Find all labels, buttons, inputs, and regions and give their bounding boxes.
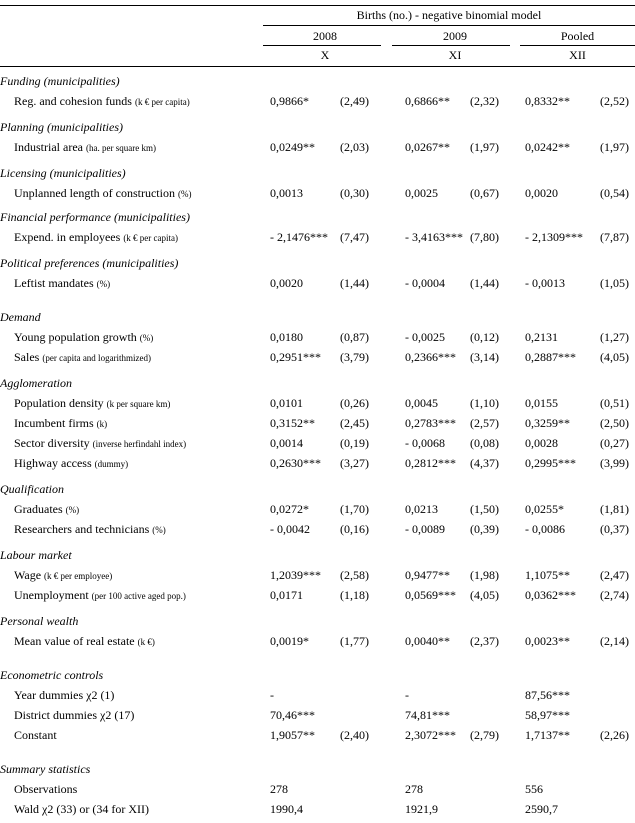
variable-unit: (ha. per square km) (85, 143, 156, 153)
section-heading: Licensing (municipalities) (0, 166, 126, 180)
variable-name: Leftist mandates (14, 276, 94, 290)
variable-name: Young population growth (14, 330, 137, 344)
statistic-cell: (2,58) (340, 568, 369, 582)
statistic-cell: (1,98) (470, 568, 499, 582)
row-label (14, 568, 112, 583)
coefficient-cell: 2,3072*** (405, 728, 456, 742)
coefficient-cell: - 2,1476*** (270, 230, 328, 244)
statistic-cell: (1,77) (340, 634, 369, 648)
variable-name: Population density (14, 396, 104, 410)
section-heading: Econometric controls (0, 668, 104, 682)
coefficient-cell: 2590,7 (525, 802, 558, 816)
variable-unit: (%) (139, 333, 154, 343)
statistic-cell: (2,26) (600, 728, 629, 742)
statistic-cell: (7,80) (470, 230, 499, 244)
coefficient-cell: 0,9866* (270, 94, 309, 108)
row-label (14, 276, 110, 291)
header-bottom-rule (0, 66, 635, 67)
table-title: Births (no.) - negative binomial model (356, 8, 542, 22)
statistic-cell: (0,08) (470, 436, 499, 450)
coefficient-cell: 0,0255* (525, 502, 564, 516)
coefficient-cell: 0,0040** (405, 634, 450, 648)
variable-name: Sales (14, 350, 40, 364)
coefficient-cell: 0,6866** (405, 94, 450, 108)
coefficient-cell: 0,0171 (270, 588, 303, 602)
statistic-cell: (0,67) (470, 186, 499, 200)
statistic-cell: (1,18) (340, 588, 369, 602)
section-heading: Personal wealth (0, 614, 79, 628)
coefficient-cell: 0,0020 (270, 276, 303, 290)
statistic-cell: (2,74) (600, 588, 629, 602)
year-pooled: Pooled (560, 29, 595, 43)
variable-unit: (%) (177, 189, 192, 199)
coefficient-cell: - 0,0013 (525, 276, 565, 290)
variable-unit: (%) (65, 505, 80, 515)
variable-unit: (k €) (137, 637, 155, 647)
row-label (14, 502, 79, 517)
coefficient-cell: 0,0213 (405, 502, 438, 516)
statistic-cell: (2,14) (600, 634, 629, 648)
coefficient-cell: 278 (270, 782, 288, 796)
statistic-cell: (2,52) (600, 94, 629, 108)
variable-unit: (k € per capita) (123, 233, 179, 243)
variable-name: Expend. in employees (14, 230, 121, 244)
statistic-cell: (0,37) (600, 522, 629, 536)
variable-name: Researchers and technicians (14, 522, 150, 536)
statistic-cell: (3,99) (600, 456, 629, 470)
coefficient-cell: - 0,0025 (405, 330, 445, 344)
coefficient-cell: - 0,0089 (405, 522, 445, 536)
year-2009-underline (392, 45, 510, 46)
top-rule (0, 5, 635, 6)
coefficient-cell: 0,2951*** (270, 350, 321, 364)
model-xi: XI (448, 48, 462, 62)
statistic-cell: (7,87) (600, 230, 629, 244)
statistic-cell: (2,32) (470, 94, 499, 108)
statistic-cell: (2,37) (470, 634, 499, 648)
coefficient-cell: 0,0362*** (525, 588, 576, 602)
row-label (14, 522, 166, 537)
statistic-cell: (0,54) (600, 186, 629, 200)
variable-unit: (%) (152, 525, 166, 535)
variable-unit: (inverse herfindahl index) (92, 439, 187, 449)
statistic-cell: (1,44) (470, 276, 499, 290)
row-label (14, 588, 186, 603)
row-label (14, 688, 114, 702)
variable-name: Unemployment (14, 588, 89, 602)
coefficient-cell: - 0,0004 (405, 276, 445, 290)
coefficient-cell: 0,0045 (405, 396, 438, 410)
coefficient-cell: 0,0101 (270, 396, 303, 410)
coefficient-cell: 0,0180 (270, 330, 303, 344)
coefficient-cell: 87,56*** (525, 688, 570, 702)
statistic-cell: (1,10) (470, 396, 499, 410)
coefficient-cell: 1921,9 (405, 802, 438, 816)
statistic-cell: (2,40) (340, 728, 369, 742)
variable-name: Constant (14, 728, 57, 742)
row-label (14, 396, 170, 411)
coefficient-cell: 0,0020 (525, 186, 558, 200)
coefficient-cell: 0,0019* (270, 634, 309, 648)
row-label (14, 330, 153, 345)
statistic-cell: (3,27) (340, 456, 369, 470)
section-heading: Summary statistics (0, 762, 91, 776)
model-xii: XII (569, 48, 586, 62)
section-heading: Planning (municipalities) (0, 120, 123, 134)
variable-name: Wage (14, 568, 42, 582)
statistic-cell: (0,26) (340, 396, 369, 410)
variable-name: Sector diversity (14, 436, 90, 450)
title-underline (263, 25, 635, 26)
statistic-cell: (4,37) (470, 456, 499, 470)
variable-unit: (k per square km) (106, 399, 171, 409)
coefficient-cell: 0,8332** (525, 94, 570, 108)
statistic-cell: (1,44) (340, 276, 369, 290)
variable-name: Graduates (14, 502, 63, 516)
row-label (14, 350, 151, 365)
section-heading: Political preferences (municipalities) (0, 256, 179, 270)
variable-name: Highway access (14, 456, 92, 470)
statistic-cell: (0,27) (600, 436, 629, 450)
row-label (14, 416, 107, 431)
coefficient-cell: 0,0025 (405, 186, 438, 200)
coefficient-cell: - 0,0042 (270, 522, 310, 536)
coefficient-cell: 0,2887*** (525, 350, 576, 364)
variable-unit: (%) (96, 279, 111, 289)
coefficient-cell: 1,1075** (525, 568, 570, 582)
row-label (14, 728, 57, 742)
coefficient-cell: 0,0013 (270, 186, 303, 200)
coefficient-cell: 0,3259** (525, 416, 570, 430)
statistic-cell: (4,05) (600, 350, 629, 364)
coefficient-cell: 58,97*** (525, 708, 570, 722)
coefficient-cell: 0,0155 (525, 396, 558, 410)
coefficient-cell: 1990,4 (270, 802, 303, 816)
statistic-cell: (1,97) (470, 140, 499, 154)
coefficient-cell: 0,0023** (525, 634, 570, 648)
coefficient-cell: 0,0249** (270, 140, 315, 154)
row-label (14, 634, 155, 649)
statistic-cell: (1,27) (600, 330, 629, 344)
row-label (14, 94, 190, 109)
coefficient-cell: 0,2783*** (405, 416, 456, 430)
coefficient-cell: 556 (525, 782, 543, 796)
row-label (14, 456, 128, 471)
statistic-cell: (0,12) (470, 330, 499, 344)
row-label (14, 186, 191, 201)
coefficient-cell: 0,3152** (270, 416, 315, 430)
variable-name: Year dummies χ2 (1) (14, 688, 115, 702)
section-heading: Demand (0, 310, 41, 324)
coefficient-cell: - 2,1309*** (525, 230, 583, 244)
coefficient-cell: 0,2630*** (270, 456, 321, 470)
coefficient-cell: - (405, 688, 409, 702)
coefficient-cell: 74,81*** (405, 708, 450, 722)
variable-unit: (per capita and logarithmized) (42, 353, 152, 363)
model-x: X (320, 48, 330, 62)
statistic-cell: (0,39) (470, 522, 499, 536)
variable-name: Mean value of real estate (14, 634, 135, 648)
coefficient-cell: 0,0028 (525, 436, 558, 450)
section-heading: Labour market (0, 548, 72, 562)
row-label (14, 782, 77, 796)
statistic-cell: (3,14) (470, 350, 499, 364)
statistic-cell: (0,30) (340, 186, 369, 200)
year-pooled-underline (520, 45, 635, 46)
variable-name: District dummies χ2 (17) (14, 708, 135, 722)
variable-unit: (per 100 active aged pop.) (91, 591, 186, 601)
statistic-cell: (0,51) (600, 396, 629, 410)
coefficient-cell: 0,0267** (405, 140, 450, 154)
row-label (14, 140, 156, 155)
statistic-cell: (1,97) (600, 140, 629, 154)
coefficient-cell: - (270, 688, 274, 702)
row-label (14, 230, 178, 245)
variable-unit: (k € per employee) (44, 571, 113, 581)
row-label (14, 436, 186, 451)
coefficient-cell: 0,2131 (525, 330, 558, 344)
coefficient-cell: - 0,0086 (525, 522, 565, 536)
variable-unit: (dummy) (94, 459, 129, 469)
statistic-cell: (2,45) (340, 416, 369, 430)
coefficient-cell: 0,9477** (405, 568, 450, 582)
variable-name: Wald χ2 (33) or (34 for XII) (14, 802, 149, 816)
statistic-cell: (0,87) (340, 330, 369, 344)
section-heading: Agglomeration (0, 376, 72, 390)
section-heading: Funding (municipalities) (0, 74, 120, 88)
coefficient-cell: 70,46*** (270, 708, 315, 722)
statistic-cell: (1,70) (340, 502, 369, 516)
coefficient-cell: 1,9057** (270, 728, 315, 742)
section-heading: Financial performance (municipalities) (0, 210, 190, 224)
statistic-cell: (1,81) (600, 502, 629, 516)
variable-name: Unplanned length of construction (14, 186, 175, 200)
variable-name: Industrial area (14, 140, 83, 154)
year-2008-underline (263, 45, 381, 46)
coefficient-cell: 0,0242** (525, 140, 570, 154)
statistic-cell: (3,79) (340, 350, 369, 364)
statistic-cell: (1,50) (470, 502, 499, 516)
coefficient-cell: 278 (405, 782, 423, 796)
statistic-cell: (1,05) (600, 276, 629, 290)
variable-name: Observations (14, 782, 78, 796)
coefficient-cell: - 3,4163*** (405, 230, 463, 244)
row-label (14, 708, 134, 722)
coefficient-cell: 1,2039*** (270, 568, 321, 582)
statistic-cell: (2,50) (600, 416, 629, 430)
variable-unit: (k € per capita) (134, 97, 190, 107)
year-2008: 2008 (313, 29, 337, 43)
coefficient-cell: 0,0272* (270, 502, 309, 516)
section-heading: Qualification (0, 482, 64, 496)
variable-name: Incumbent firms (14, 416, 94, 430)
coefficient-cell: - 0,0068 (405, 436, 445, 450)
statistic-cell: (2,57) (470, 416, 499, 430)
statistic-cell: (2,79) (470, 728, 499, 742)
coefficient-cell: 0,2995*** (525, 456, 576, 470)
statistic-cell: (2,47) (600, 568, 629, 582)
coefficient-cell: 1,7137** (525, 728, 570, 742)
coefficient-cell: 0,0569*** (405, 588, 456, 602)
statistic-cell: (2,03) (340, 140, 369, 154)
variable-name: Reg. and cohesion funds (14, 94, 132, 108)
statistic-cell: (2,49) (340, 94, 369, 108)
statistic-cell: (0,19) (340, 436, 369, 450)
variable-unit: (k) (96, 419, 108, 429)
statistic-cell: (0,16) (340, 522, 369, 536)
coefficient-cell: 0,2366*** (405, 350, 456, 364)
row-label (14, 802, 149, 816)
coefficient-cell: 0,2812*** (405, 456, 456, 470)
coefficient-cell: 0,0014 (270, 436, 303, 450)
year-2009: 2009 (443, 29, 467, 43)
statistic-cell: (7,47) (340, 230, 369, 244)
statistic-cell: (4,05) (470, 588, 499, 602)
